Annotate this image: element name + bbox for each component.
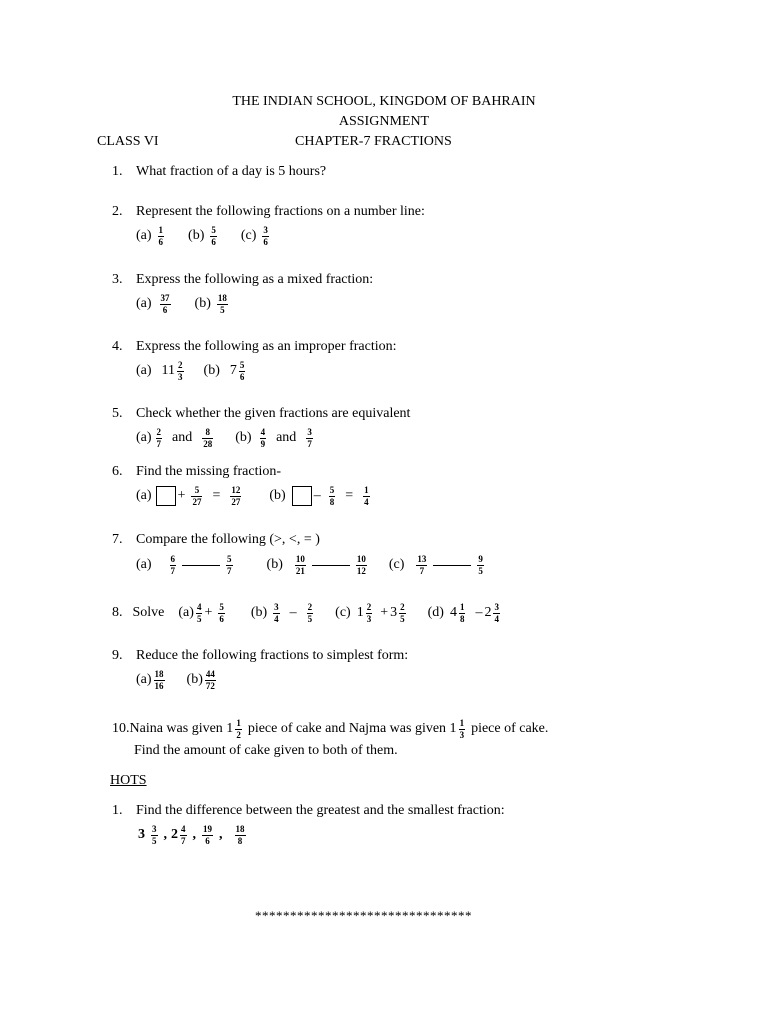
q5-fraction-a1 bbox=[156, 428, 163, 449]
hots-fractions bbox=[138, 820, 248, 850]
hots-whole-1: 3 bbox=[138, 827, 145, 842]
q5-number: 5. bbox=[112, 406, 123, 421]
numerator: 1 bbox=[158, 224, 164, 235]
hots-fraction-2 bbox=[180, 825, 187, 846]
numerator: 4 bbox=[260, 426, 266, 437]
denominator: 6 bbox=[162, 304, 168, 315]
q9-fraction-a bbox=[154, 670, 165, 691]
chapter-label: CHAPTER-7 FRACTIONS bbox=[295, 134, 452, 149]
denominator: 3 bbox=[178, 371, 183, 382]
numerator: 18 bbox=[217, 292, 227, 303]
hots-label: HOTS bbox=[110, 773, 147, 788]
q8-fraction-c1 bbox=[366, 603, 373, 624]
q3-label-a: (a) bbox=[136, 296, 152, 311]
hots-fraction-3 bbox=[202, 825, 213, 846]
q6-plus: + bbox=[177, 488, 186, 503]
q6-label-a: (a) bbox=[136, 488, 152, 503]
denominator: 5 bbox=[307, 613, 313, 624]
q8-fraction-c2 bbox=[399, 603, 406, 624]
q8-plus-a: + bbox=[204, 605, 213, 620]
footer-stars: ******************************* bbox=[255, 908, 472, 923]
q7-number: 7. bbox=[112, 532, 123, 547]
q3-label-b: (b) bbox=[194, 296, 211, 311]
hots-heading bbox=[110, 773, 147, 789]
denominator: 4 bbox=[364, 496, 369, 507]
q6-equals-a: = bbox=[212, 488, 221, 503]
q4-fraction-b bbox=[239, 361, 246, 382]
numerator: 10 bbox=[295, 553, 305, 564]
q10-line1 bbox=[112, 716, 548, 742]
q8-whole-c2: 3 bbox=[390, 605, 398, 620]
q8-whole-c1: 1 bbox=[356, 605, 364, 620]
numerator: 5 bbox=[191, 486, 202, 497]
numerator: 4 bbox=[181, 823, 186, 834]
q4-text: Express the following as an improper fraction: bbox=[136, 339, 397, 354]
denominator: 9 bbox=[260, 438, 266, 449]
q10-fraction-1 bbox=[235, 719, 242, 740]
q8-whole-d1: 4 bbox=[449, 605, 457, 620]
q5-options bbox=[136, 424, 315, 452]
denominator: 7 bbox=[181, 835, 186, 846]
numerator: 37 bbox=[160, 292, 170, 303]
q8-fraction-b1 bbox=[273, 603, 280, 624]
q7-blank-c bbox=[433, 565, 471, 566]
numerator: 2 bbox=[307, 601, 313, 612]
q5-label-a: (a) bbox=[136, 430, 152, 445]
q8-fraction-b2 bbox=[307, 603, 314, 624]
q6-answer-box-b bbox=[292, 486, 312, 506]
q2-label-b: (b) bbox=[188, 228, 205, 243]
denominator: 8 bbox=[329, 496, 335, 507]
q1-number: 1. bbox=[112, 164, 123, 179]
q5-label-b: (b) bbox=[235, 430, 252, 445]
q8-fraction-d2 bbox=[493, 603, 500, 624]
denominator: 7 bbox=[419, 565, 425, 576]
hots-comma-2: , bbox=[192, 827, 196, 842]
q5-text: Check whether the given fractions are equivalent bbox=[136, 406, 411, 421]
q8-fraction-d1 bbox=[459, 603, 466, 624]
q2-fraction-b bbox=[210, 226, 217, 247]
numerator: 3 bbox=[152, 823, 157, 834]
numerator: 8 bbox=[202, 428, 213, 439]
q7-label-a: (a) bbox=[136, 557, 152, 572]
denominator: 8 bbox=[459, 613, 465, 624]
q5-fraction-a2 bbox=[202, 428, 213, 449]
q6-fraction-b1 bbox=[329, 486, 336, 507]
q6-minus: – bbox=[313, 488, 321, 503]
denominator: 5 bbox=[478, 565, 483, 576]
q3-text: Express the following as a mixed fraction: bbox=[136, 272, 374, 287]
q10-line2: Find the amount of cake given to both of them. bbox=[134, 743, 398, 758]
numerator: 1 bbox=[236, 717, 241, 728]
q6-options bbox=[136, 482, 372, 510]
q2-fraction-c bbox=[262, 226, 269, 247]
q6-equals-b: = bbox=[345, 488, 354, 503]
q7-fraction-a1 bbox=[170, 555, 177, 576]
q8-minus-b: – bbox=[289, 605, 297, 620]
numerator: 13 bbox=[417, 553, 427, 564]
denominator: 27 bbox=[192, 496, 202, 507]
denominator: 16 bbox=[154, 680, 164, 691]
numerator: 1 bbox=[364, 484, 369, 495]
q8-plus-c: + bbox=[380, 605, 389, 620]
q7-options bbox=[136, 550, 486, 580]
q7-fraction-c1 bbox=[416, 555, 427, 576]
numerator: 44 bbox=[205, 668, 215, 679]
q5-fraction-b2 bbox=[306, 428, 313, 449]
denominator: 5 bbox=[220, 304, 225, 315]
q8-label-d: (d) bbox=[427, 605, 444, 620]
denominator: 27 bbox=[231, 496, 241, 507]
denominator: 12 bbox=[356, 565, 366, 576]
q8-label-a: (a) bbox=[178, 605, 194, 620]
q8-fraction-a2 bbox=[218, 603, 225, 624]
q8-label-b: (b) bbox=[250, 605, 268, 620]
q4-whole-b: 7 bbox=[229, 363, 237, 378]
hots-fraction-1 bbox=[151, 825, 158, 846]
denominator: 7 bbox=[227, 565, 232, 576]
q7-fraction-c2 bbox=[477, 555, 484, 576]
denominator: 6 bbox=[239, 371, 245, 382]
numerator: 2 bbox=[366, 601, 372, 612]
numerator: 5 bbox=[219, 601, 224, 612]
q6-text: Find the missing fraction- bbox=[136, 464, 282, 479]
q2-fraction-a bbox=[158, 226, 165, 247]
numerator: 12 bbox=[231, 484, 241, 495]
hots-fraction-4 bbox=[235, 825, 246, 846]
q9-fraction-b bbox=[205, 670, 216, 691]
hots-number: 1. bbox=[112, 803, 123, 818]
numerator: 1 bbox=[459, 717, 465, 728]
q9-label-b: (b) bbox=[186, 672, 203, 687]
numerator: 18 bbox=[235, 823, 245, 834]
q3-options bbox=[136, 290, 230, 318]
numerator: 5 bbox=[329, 484, 335, 495]
q2-options bbox=[136, 222, 271, 250]
q6-answer-box-a bbox=[156, 486, 176, 506]
q4-whole-a: 11 bbox=[161, 363, 176, 378]
q9-options bbox=[136, 666, 218, 694]
q7-fraction-a2 bbox=[226, 555, 233, 576]
q2-label-a: (a) bbox=[136, 228, 152, 243]
q2-number: 2. bbox=[112, 204, 123, 219]
q8-minus-d: – bbox=[475, 605, 483, 620]
q4-label-b: (b) bbox=[203, 363, 220, 378]
q8-label-c: (c) bbox=[335, 605, 351, 620]
q6-label-b: (b) bbox=[269, 488, 286, 503]
denominator: 4 bbox=[274, 613, 279, 624]
denominator: 7 bbox=[307, 438, 312, 449]
q8-whole-d2: 2 bbox=[484, 605, 492, 620]
q3-number: 3. bbox=[112, 272, 123, 287]
school-name: THE INDIAN SCHOOL, KINGDOM OF BAHRAIN bbox=[232, 94, 536, 109]
q5-and-b: and bbox=[276, 430, 297, 445]
q8-fraction-a1 bbox=[196, 603, 203, 624]
numerator: 5 bbox=[211, 224, 216, 235]
q10-text-2: piece of cake and Najma was given 1 bbox=[247, 721, 457, 736]
assignment-title: ASSIGNMENT bbox=[338, 114, 430, 129]
q7-blank-b bbox=[312, 565, 350, 566]
denominator: 3 bbox=[366, 613, 372, 624]
denominator: 72 bbox=[205, 680, 215, 691]
q10-text-3: piece of cake. bbox=[471, 721, 549, 736]
q6-number: 6. bbox=[112, 464, 123, 479]
denominator: 7 bbox=[170, 565, 176, 576]
numerator: 2 bbox=[400, 601, 405, 612]
q9-number: 9. bbox=[112, 648, 123, 663]
q6-fraction-a1 bbox=[191, 486, 202, 507]
q10-text-1: Naina was given 1 bbox=[129, 721, 234, 736]
q2-label-c: (c) bbox=[240, 228, 257, 243]
q4-fraction-a bbox=[177, 361, 184, 382]
denominator: 8 bbox=[237, 835, 243, 846]
numerator: 5 bbox=[239, 359, 245, 370]
numerator: 2 bbox=[156, 426, 162, 437]
q10-number: 10. bbox=[112, 721, 130, 736]
denominator: 5 bbox=[400, 613, 405, 624]
numerator: 1 bbox=[459, 601, 465, 612]
denominator: 21 bbox=[295, 565, 305, 576]
denominator: 28 bbox=[203, 438, 213, 449]
numerator: 5 bbox=[227, 553, 232, 564]
q10-fraction-2 bbox=[459, 719, 466, 740]
numerator: 18 bbox=[154, 668, 164, 679]
q4-options bbox=[136, 357, 247, 385]
numerator: 2 bbox=[178, 359, 183, 370]
denominator: 6 bbox=[263, 236, 268, 247]
q8-line bbox=[112, 598, 502, 628]
numerator: 6 bbox=[170, 553, 176, 564]
q7-text: Compare the following (>, <, = ) bbox=[136, 532, 320, 547]
numerator: 10 bbox=[356, 553, 366, 564]
numerator: 19 bbox=[203, 823, 212, 834]
hots-comma-3: , bbox=[219, 827, 223, 842]
q5-and-a: and bbox=[172, 430, 193, 445]
q6-fraction-b2 bbox=[363, 486, 370, 507]
q9-label-a: (a) bbox=[136, 672, 152, 687]
denominator: 6 bbox=[211, 236, 216, 247]
numerator: 4 bbox=[196, 601, 202, 612]
numerator: 3 bbox=[307, 426, 312, 437]
denominator: 5 bbox=[196, 613, 202, 624]
q7-fraction-b1 bbox=[295, 555, 306, 576]
denominator: 6 bbox=[205, 835, 210, 846]
q3-fraction-b bbox=[217, 294, 228, 315]
hots-whole-2: 2 bbox=[171, 827, 178, 842]
q6-fraction-a2 bbox=[230, 486, 241, 507]
q8-number: 8. bbox=[112, 605, 123, 620]
q3-fraction-a bbox=[160, 294, 171, 315]
numerator: 9 bbox=[478, 553, 483, 564]
q9-text: Reduce the following fractions to simplest form: bbox=[136, 648, 409, 663]
q7-fraction-b2 bbox=[356, 555, 367, 576]
numerator: 3 bbox=[263, 224, 268, 235]
q1-text: What fraction of a day is 5 hours? bbox=[136, 164, 327, 179]
q5-fraction-b1 bbox=[260, 428, 267, 449]
denominator: 7 bbox=[156, 438, 162, 449]
q4-number: 4. bbox=[112, 339, 123, 354]
denominator: 2 bbox=[236, 729, 241, 740]
denominator: 5 bbox=[152, 835, 157, 846]
q4-label-a: (a) bbox=[136, 363, 152, 378]
q2-text: Represent the following fractions on a number line: bbox=[136, 204, 425, 219]
q8-text: Solve bbox=[132, 605, 165, 620]
q7-blank-a bbox=[182, 565, 220, 566]
denominator: 6 bbox=[219, 613, 224, 624]
denominator: 6 bbox=[158, 236, 164, 247]
numerator: 3 bbox=[274, 601, 279, 612]
denominator: 4 bbox=[494, 613, 499, 624]
q7-label-c: (c) bbox=[388, 557, 405, 572]
class-label: CLASS VI bbox=[97, 134, 159, 149]
hots-text: Find the difference between the greatest and the smallest fraction: bbox=[136, 803, 505, 818]
denominator: 3 bbox=[459, 729, 465, 740]
hots-comma-1: , bbox=[163, 827, 167, 842]
q7-label-b: (b) bbox=[266, 557, 283, 572]
numerator: 3 bbox=[494, 601, 499, 612]
